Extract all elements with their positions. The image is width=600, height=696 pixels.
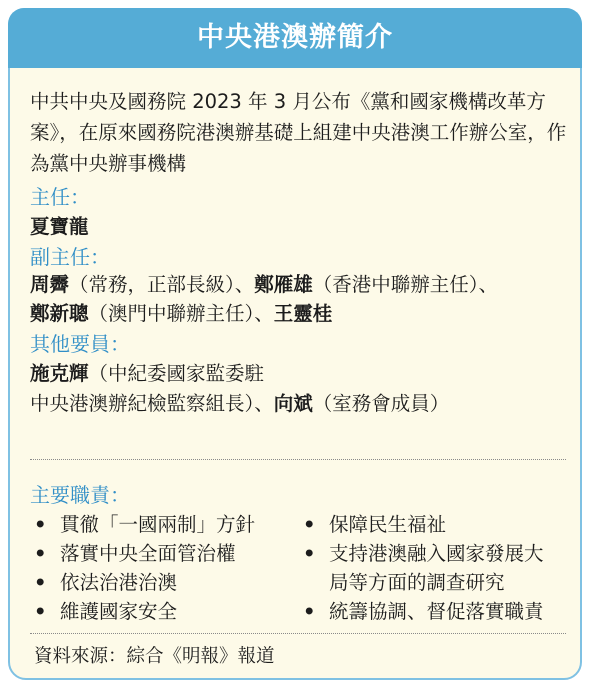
member-role: 中央港澳辦紀檢監察組長）、 [30, 392, 274, 415]
duty-text: 維護國家安全 [60, 600, 178, 623]
deputy-name: 王靈桂 [273, 302, 333, 325]
deputy-name: 鄭新聰 [30, 302, 89, 325]
duty-item [34, 510, 255, 539]
bullet-icon: • [34, 542, 47, 565]
director-name: 夏寶龍 [30, 215, 89, 238]
deputy-name: 周霽 [30, 273, 70, 296]
members-line-2 [30, 390, 449, 418]
deputy-role: （香港中聯辦主任）、 [312, 273, 499, 296]
duty-item [303, 597, 544, 626]
duty-item [34, 568, 177, 597]
member-name: 向斌 [273, 392, 313, 415]
duty-text: 落實中央全面管治權 [60, 542, 236, 565]
bullet-icon: • [34, 600, 47, 623]
divider [30, 459, 566, 460]
duty-item [303, 510, 446, 539]
duty-text-continued: 局等方面的調查研究 [329, 571, 505, 594]
duties-label: 主要職責： [30, 483, 130, 507]
director-label: 主任： [30, 185, 90, 209]
member-role: （室務會成員） [312, 392, 450, 415]
members-label: 其他要員： [30, 332, 130, 356]
card-title: 中央港澳辦簡介 [8, 8, 582, 68]
members-line-1 [30, 360, 264, 388]
duty-text: 依法治港治澳 [60, 571, 178, 594]
source-note: 資料來源：綜合《明報》報道 [34, 646, 275, 667]
bullet-icon: • [303, 513, 316, 536]
deputies-line-1 [30, 271, 498, 299]
intro-text: 中共中央及國務院 2023 年 3 月公布《黨和國家機構改革方案》，在原來國務院港澳辦基礎上組建中央港澳工作辦公室，作為黨中央辦事機構 [30, 90, 567, 175]
duty-text: 保障民生福祉 [329, 513, 447, 536]
member-role: （中紀委國家監委駐 [88, 362, 265, 385]
divider [30, 633, 566, 634]
duty-item [34, 539, 236, 568]
deputies-line-2 [30, 300, 332, 328]
duty-text: 支持港澳融入國家發展大 [329, 542, 544, 565]
deputy-name: 鄭雁雄 [254, 273, 313, 296]
bullet-icon: • [303, 600, 316, 623]
bullet-icon: • [34, 513, 47, 536]
duty-text: 統籌協調、督促落實職責 [329, 600, 544, 623]
bullet-icon: • [303, 542, 316, 565]
member-name: 施克輝 [30, 362, 89, 385]
duty-text: 貫徹「一國兩制」方針 [60, 513, 256, 536]
deputy-role: （澳門中聯辦主任）、 [88, 302, 274, 325]
duty-item [34, 597, 177, 626]
deputy-role: （常務，正部長級）、 [69, 273, 255, 296]
deputies-label: 副主任： [30, 245, 110, 269]
bullet-icon: • [34, 571, 47, 594]
duty-item [303, 539, 544, 568]
